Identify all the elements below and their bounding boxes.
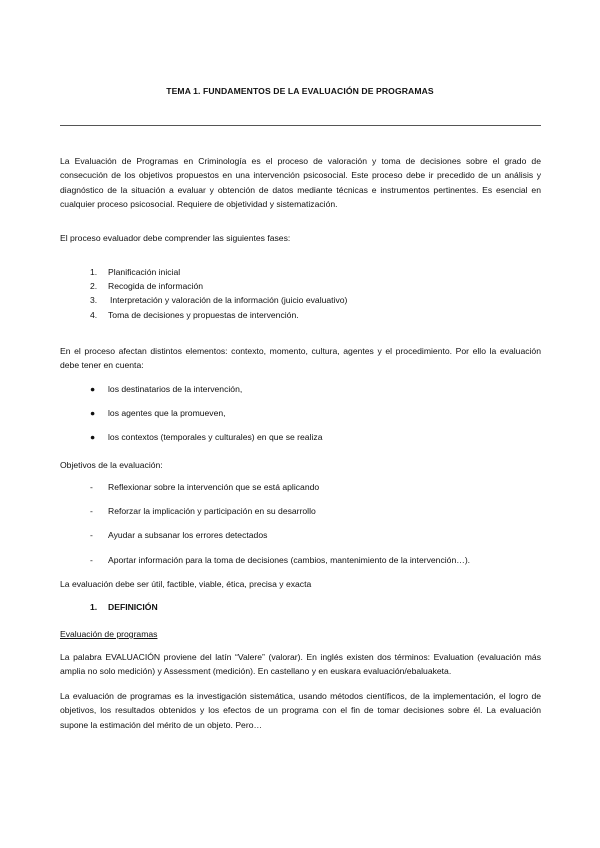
- phase-number: 1.: [90, 267, 98, 277]
- definition-paragraph-2: La evaluación de programas es la investigación sistemática, usando métodos científicos, de la implementación, el logro de objetivos, los resultados obtenidos y los efectos de un programa con el fin de tomar decisiones sobre él. La evaluación supone la estimación del mérito de un objeto. Pero…: [60, 691, 541, 730]
- objective-item: Reflexionar sobre la intervención que se está aplicando: [108, 482, 320, 492]
- element-item: los agentes que la promueven,: [108, 408, 226, 418]
- dash-marker: -: [90, 555, 93, 565]
- definition-paragraph-1: La palabra EVALUACIÓN proviene del latín “Valere” (valorar). En inglés existen dos términos: Evaluation (evaluación más amplia no solo medición) y Assessment (medición). En castellano y en euskara evaluación/ebaluaketa.: [60, 652, 541, 677]
- bullet-icon: ●: [90, 384, 96, 394]
- intro-paragraph: La Evaluación de Programas en Criminología es el proceso de valoración y toma de decisiones sobre el grado de consecución de los objetivos propuestos en una intervención psicosocial. Este proceso debe ir precedido de un análisis y diagnóstico de la situación a evaluar y obtención de datos mediante técnicas e instrumentos pertinentes. Es esencial en cualquier proceso psicosocial. Requiere de objetividad y sistematización.: [60, 156, 541, 210]
- dash-marker: -: [90, 482, 93, 492]
- phase-item: Toma de decisiones y propuestas de intervención.: [108, 310, 299, 320]
- phase-item: Recogida de información: [108, 281, 204, 291]
- objective-item: Reforzar la implicación y participación en su desarrollo: [108, 506, 316, 516]
- bullet-icon: ●: [90, 408, 96, 418]
- dash-marker: -: [90, 530, 93, 540]
- elements-intro: En el proceso afectan distintos elementos: contexto, momento, cultura, agentes y el procedimiento. Por ello la evaluación debe tener en cuenta:: [60, 346, 541, 371]
- bullet-icon: ●: [90, 432, 96, 442]
- objective-item: Aportar información para la toma de decisiones (cambios, mantenimiento de la intervención…).: [108, 555, 471, 565]
- phase-item: Interpretación y valoración de la información (juicio evaluativo): [110, 295, 348, 305]
- phase-item: Planificación inicial: [108, 267, 181, 277]
- element-item: los contextos (temporales y culturales) en que se realiza: [108, 432, 323, 442]
- document-title: TEMA 1. FUNDAMENTOS DE LA EVALUACIÓN DE PROGRAMAS: [166, 86, 434, 96]
- phase-number: 4.: [90, 310, 98, 320]
- dash-marker: -: [90, 506, 93, 516]
- element-item: los destinatarios de la intervención,: [108, 384, 243, 394]
- subsection-title: Evaluación de programas: [60, 629, 158, 639]
- phase-number: 2.: [90, 281, 98, 291]
- objectives-heading: Objetivos de la evaluación:: [60, 460, 163, 470]
- objective-item: Ayudar a subsanar los errores detectados: [108, 530, 268, 540]
- phases-intro: El proceso evaluador debe comprender las siguientes fases:: [60, 233, 291, 243]
- phase-number: 3.: [90, 295, 98, 305]
- section-number: 1.: [90, 602, 98, 612]
- section-title: DEFINICIÓN: [108, 602, 158, 612]
- title-divider: [60, 125, 541, 126]
- qualities-line: La evaluación debe ser útil, factible, viable, ética, precisa y exacta: [60, 579, 312, 589]
